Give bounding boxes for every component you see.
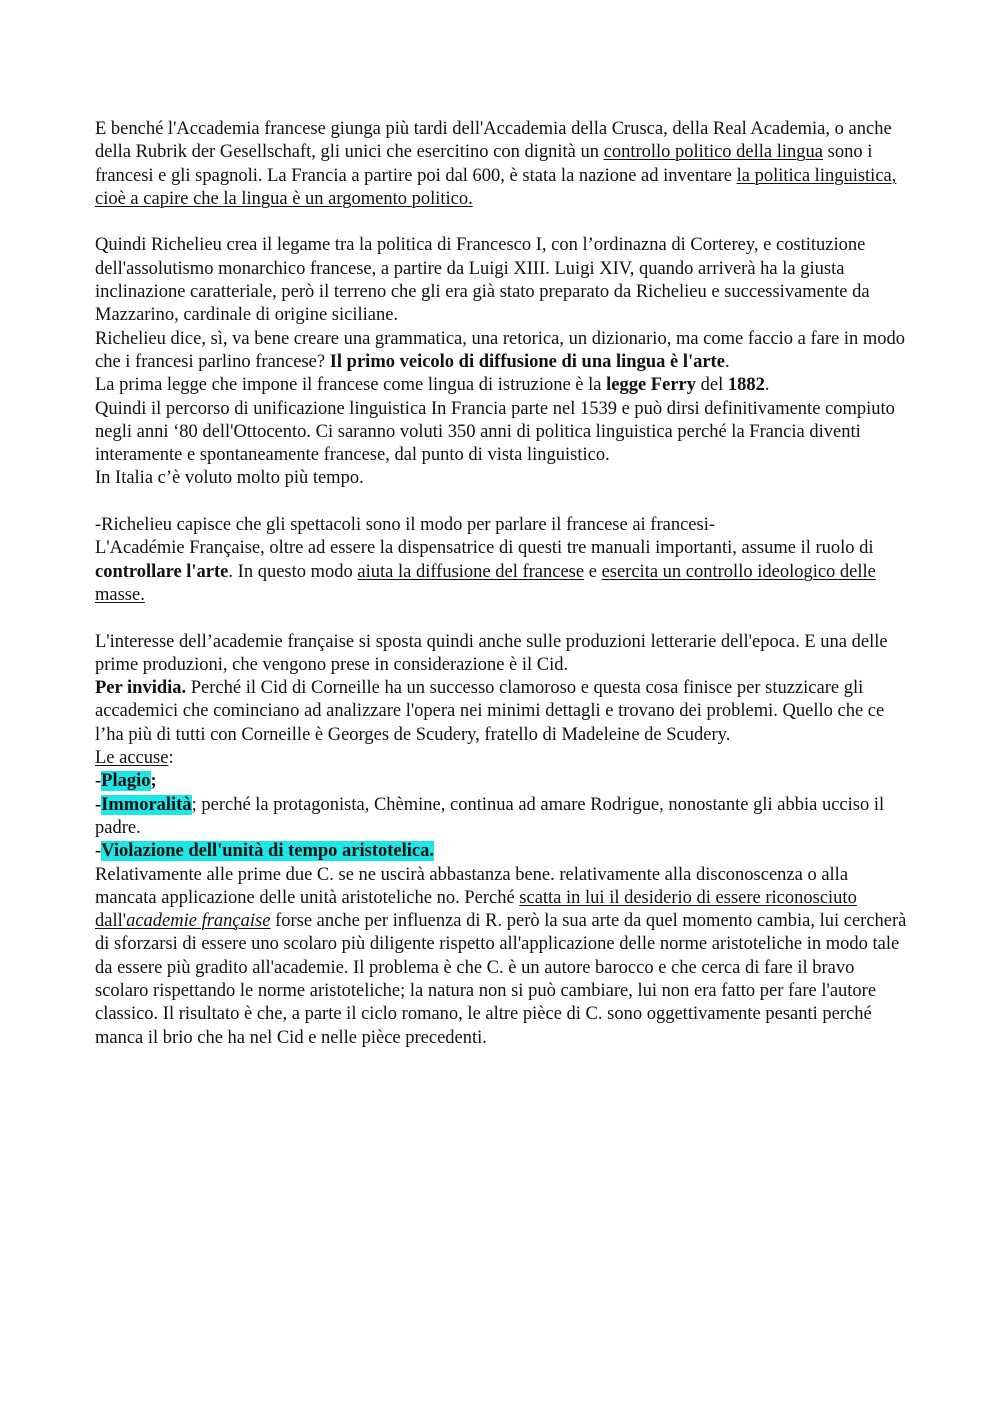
- paragraph-gap: [95, 211, 910, 234]
- accuse-heading: Le accuse: [95, 748, 169, 769]
- underlined-phrase: esercita un controllo ideologico delle masse.: [95, 561, 876, 605]
- accusation-dash: -: [95, 794, 102, 815]
- text-span: sono i francesi e gli spagnoli. La Francia a partire poi dal 600, è stata la nazione ad inventare: [95, 142, 873, 186]
- text-span: In Italia c’è voluto molto più tempo.: [95, 468, 364, 489]
- bold-phrase: 1882: [727, 375, 765, 396]
- underlined-phrase: la politica linguistica, cioè a capire che la lingua è un argomento politico.: [95, 165, 897, 209]
- text-span: .: [724, 351, 730, 372]
- paragraph-gap: [95, 607, 910, 630]
- text-span: L'Académie Française, oltre ad essere la dispensatrice di questi tre manuali importanti, assume il ruolo di: [95, 538, 874, 559]
- text-span: e: [584, 561, 602, 582]
- accusation-dash: -: [95, 841, 102, 862]
- text-span: . In questo modo: [228, 561, 358, 582]
- bold-phrase: Per invidia.: [95, 678, 187, 699]
- paragraph-accademia: [95, 118, 910, 211]
- text-span: Relativamente alle prime due C. se ne uscirà abbastanza bene. relativamente alla disconoscenza o alla mancata applicazione delle unità aristoteliche no. Perché: [95, 864, 849, 908]
- paragraph-academie: [95, 514, 910, 607]
- text-span: :: [168, 748, 174, 769]
- paragraph-gap: [95, 491, 910, 514]
- text-span: Quindi il percorso di unificazione linguistica In Francia parte nel 1539 e può dirsi definitivamente compiuto negli anni ‘80 dell'Ottocento. Ci saranno voluti 350 anni di politica linguistica perché la Francia diventi interamente e spontaneamente francese, dal punto di vista linguistico.: [95, 398, 895, 466]
- underlined-phrase: aiuta la diffusione del francese: [357, 561, 585, 582]
- bold-phrase: Il primo veicolo di diffusione di una lingua è l'arte: [329, 351, 725, 372]
- bold-phrase: controllare l'arte: [95, 561, 229, 582]
- text-span: L'interesse dell’academie française si sposta quindi anche sulle produzioni letterarie dell'epoca. E una delle prime produzioni, che vengono prese in considerazione è il Cid.: [95, 631, 888, 675]
- text-span: -Richelieu capisce che gli spettacoli sono il modo per parlare il francese ai francesi-: [95, 515, 715, 536]
- bold-phrase: legge Ferry: [606, 375, 696, 396]
- accusation-plagio: Plagio: [101, 771, 151, 792]
- accusation-violazione: Violazione dell'unità di tempo aristotelica.: [101, 841, 434, 862]
- accusation-immoralita: Immoralità: [101, 794, 192, 815]
- text-span: scatta in lui il desiderio di essere riconosciuto dall': [95, 887, 857, 932]
- text-span: La prima legge che impone il francese come lingua di istruzione è la: [95, 375, 607, 396]
- text-span: Perché il Cid di Corneille ha un successo clamoroso e questa cosa finisce per stuzzicare gli accademici che cominciano ad analizzare l'opera nei minimi dettagli e trovano dei problemi. Quello che ce l’ha più di tutti con Corneille è Georges de Scudery, fratello di Madeleine de Scudery.: [95, 678, 885, 745]
- text-span: .: [764, 375, 770, 396]
- text-span: Richelieu dice, sì, va bene creare una grammatica, una retorica, un dizionario, ma come faccio a fare in modo che i francesi parlino francese?: [95, 328, 906, 372]
- text-span: ; perché la protagonista, Chèmine, continua ad amare Rodrigue, nonostante gli abbia ucciso il padre.: [95, 794, 885, 838]
- text-span: E benché l'Accademia francese giunga più tardi dell'Accademia della Crusca, della Real Academia, o anche della Rubrik der Gesellschaft, gli unici che esercitino con dignità un: [95, 119, 892, 163]
- document-page: [95, 118, 910, 1050]
- accusation-dash: -: [95, 771, 102, 792]
- paragraph-richelieu: [95, 234, 910, 490]
- text-span: forse anche per influenza di R. però la sua arte da quel momento cambia, lui cercherà di sforzarsi di essere uno scolaro più diligente rispetto all'applicazione delle norme aristoteliche in modo tale da essere più gradito all'academie. Il problema è che C. è un autore barocco e che cerca di fare il bravo scolaro rispettando le norme aristoteliche; la natura non si può cambiare, lui non era fatto per fare l'autore classico. Il risultato è che, a parte il ciclo romano, le altre pièce di C. sono oggettivamente pesanti perché manca il brio che ha nel Cid e nelle pièce precedenti.: [95, 911, 907, 1048]
- text-span: del: [696, 375, 728, 396]
- paragraph-cid: [95, 631, 910, 1050]
- text-span: Quindi Richelieu crea il legame tra la politica di Francesco I, con l’ordinazna di Corterey, e costituzione dell'assolutismo monarchico francese, a partire da Luigi XIII. Luigi XIV, quando arriverà ha la giusta inclinazione caratteriale, però il terreno che gli era già stato preparato da Richelieu e successivamente da Mazzarino, cardinale di origine siciliane.: [95, 235, 870, 326]
- accusation-end: ;: [150, 771, 157, 792]
- italic-phrase: academie française: [126, 911, 271, 932]
- underlined-phrase: controllo politico della lingua: [603, 142, 823, 163]
